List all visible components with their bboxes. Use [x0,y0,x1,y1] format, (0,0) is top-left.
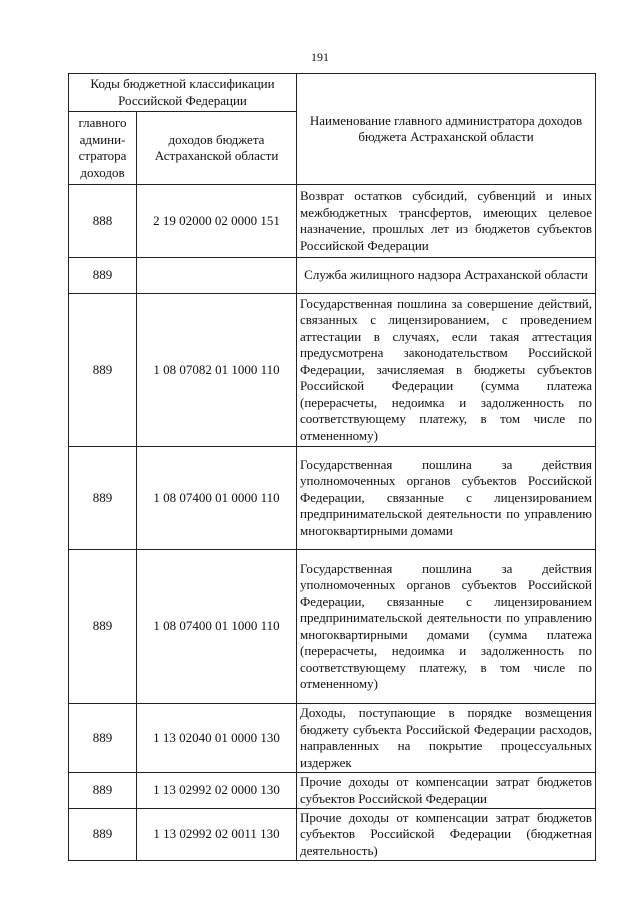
administrator-name: Служба жилищного надзора Астраханской области [297,258,596,294]
admin-code: 889 [69,550,137,704]
header-group-title: Коды бюджетной классификации Российской Федерации [69,74,297,112]
table-row [69,704,596,773]
income-name: Возврат остатков субсидий, субвенций и иных межбюджетных трансфертов, имеющих целевое назначение, прошлых лет из бюджетов субъектов Российской Федерации [297,185,596,258]
budget-classification-table [68,73,596,861]
table-row [69,550,596,704]
admin-code: 888 [69,185,137,258]
admin-code: 889 [69,258,137,294]
income-name: Государственная пошлина за действия уполномоченных органов субъектов Российской Федерации, связанные с лицензированием предпринимательской деятельности по управлению многоквартирными домами (сумма платежа (перерасчеты, недоимка и задолженность по соответствующему платежу, в том числе по отмененному) [297,550,596,704]
income-code: 1 08 07400 01 0000 110 [137,447,297,550]
admin-code: 889 [69,447,137,550]
header-income-column: доходов бюджета Астраханской области [137,112,297,185]
income-code [137,258,297,294]
income-code: 1 13 02992 02 0011 130 [137,809,297,861]
table-row [69,185,596,258]
income-code: 1 08 07400 01 1000 110 [137,550,297,704]
income-code: 1 13 02992 02 0000 130 [137,773,297,809]
income-name: Государственная пошлина за действия уполномоченных органов субъектов Российской Федерации, связанные с лицензированием предпринимательской деятельности по управлению многоквартирными домами [297,447,596,550]
table-row [69,294,596,447]
income-name: Прочие доходы от компенсации затрат бюджетов субъектов Российской Федерации (бюджетная деятельность) [297,809,596,861]
admin-code: 889 [69,773,137,809]
header-name-column: Наименование главного администратора доходов бюджета Астраханской области [297,74,596,185]
table-header-row [69,74,596,112]
table-row [69,258,596,294]
header-admin-column: главного админи-стратора доходов [69,112,137,185]
table-row [69,773,596,809]
table-row [69,809,596,861]
table-row [69,447,596,550]
page-number: 191 [311,50,329,64]
admin-code: 889 [69,294,137,447]
income-code: 1 13 02040 01 0000 130 [137,704,297,773]
income-code: 1 08 07082 01 1000 110 [137,294,297,447]
admin-code: 889 [69,704,137,773]
income-name: Прочие доходы от компенсации затрат бюджетов субъектов Российской Федерации [297,773,596,809]
income-name: Государственная пошлина за совершение действий, связанных с лицензированием, с проведением аттестации в случаях, если такая аттестация предусмотрена законодательством Российской Федерации, зачисляемая в бюджеты субъектов Российской Федерации (сумма платежа (перерасчеты, недоимка и задолженность по соответствующему платежу, в том числе по отмененному) [297,294,596,447]
income-code: 2 19 02000 02 0000 151 [137,185,297,258]
admin-code: 889 [69,809,137,861]
income-name: Доходы, поступающие в порядке возмещения бюджету субъекта Российской Федерации расходов, направленных на покрытие процессуальных издержек [297,704,596,773]
